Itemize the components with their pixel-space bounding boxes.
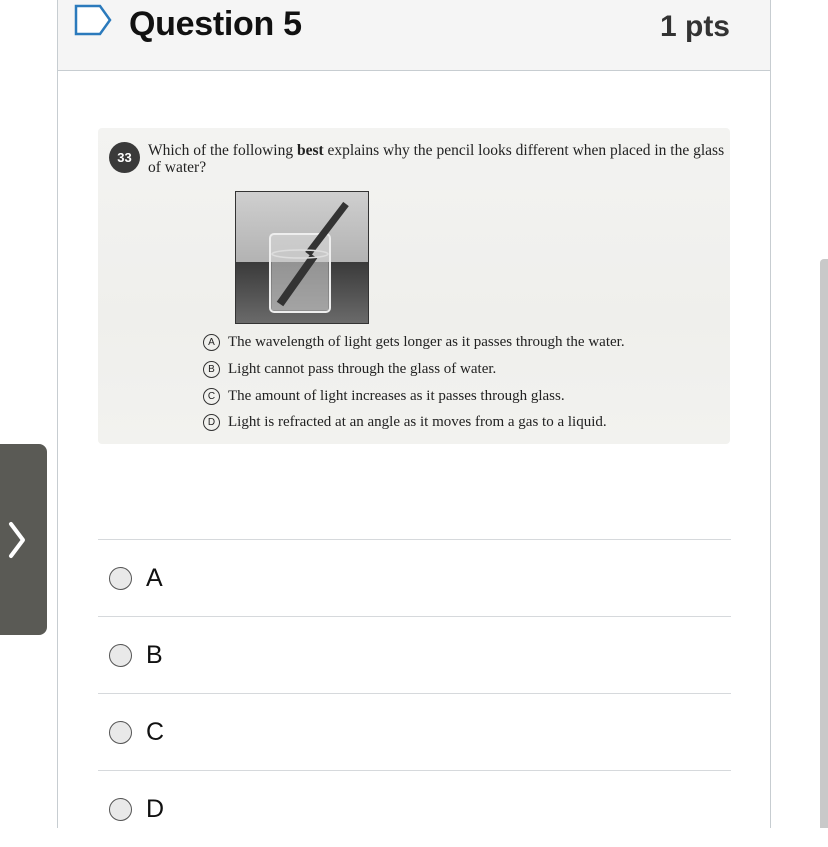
choice-b-letter: B — [203, 361, 220, 378]
question-text-bold: best — [296, 142, 324, 159]
choice-a — [203, 334, 625, 351]
choice-b-text: Light cannot pass through the glass of water. — [228, 361, 497, 377]
choice-b — [203, 361, 496, 378]
answer-option-a[interactable] — [98, 539, 731, 616]
answer-option-c[interactable] — [98, 693, 731, 770]
answer-options — [98, 539, 731, 847]
choice-a-text: The wavelength of light gets longer as it passes through the water. — [228, 334, 625, 350]
question-header — [58, 0, 770, 71]
answer-label-a: A — [146, 563, 163, 592]
radio-button-a[interactable] — [109, 567, 132, 590]
answer-label-d: D — [146, 794, 165, 823]
pencil-in-water-photo — [235, 191, 369, 324]
question-text-part1: Which of the following — [148, 142, 297, 159]
radio-button-c[interactable] — [109, 721, 132, 744]
choice-c — [203, 388, 565, 405]
answer-option-b[interactable] — [98, 616, 731, 693]
radio-button-d[interactable] — [109, 798, 132, 821]
question-text — [148, 142, 733, 176]
answer-label-c: C — [146, 717, 165, 746]
scrollbar[interactable] — [820, 259, 828, 828]
chevron-right-icon — [7, 520, 27, 560]
question-number-badge: 33 — [109, 142, 140, 173]
side-panel-toggle[interactable] — [0, 444, 47, 635]
radio-button-b[interactable] — [109, 644, 132, 667]
bookmark-flag-icon[interactable] — [74, 4, 114, 36]
choice-c-text: The amount of light increases as it passes through glass. — [228, 388, 565, 404]
question-card — [57, 0, 771, 828]
choice-d — [203, 414, 607, 431]
pencil-glass-illustration — [236, 192, 368, 323]
choice-d-text: Light is refracted at an angle as it moves from a gas to a liquid. — [228, 414, 607, 430]
question-text-part2: explains why the pencil looks different when placed in the glass of water? — [148, 142, 725, 176]
answer-option-d[interactable] — [98, 770, 731, 847]
answer-label-b: B — [146, 640, 163, 669]
question-points: 1 pts — [659, 10, 730, 43]
choice-a-letter: A — [203, 334, 220, 351]
choice-c-letter: C — [203, 388, 220, 405]
question-title: Question 5 — [129, 5, 302, 43]
choice-d-letter: D — [203, 414, 220, 431]
